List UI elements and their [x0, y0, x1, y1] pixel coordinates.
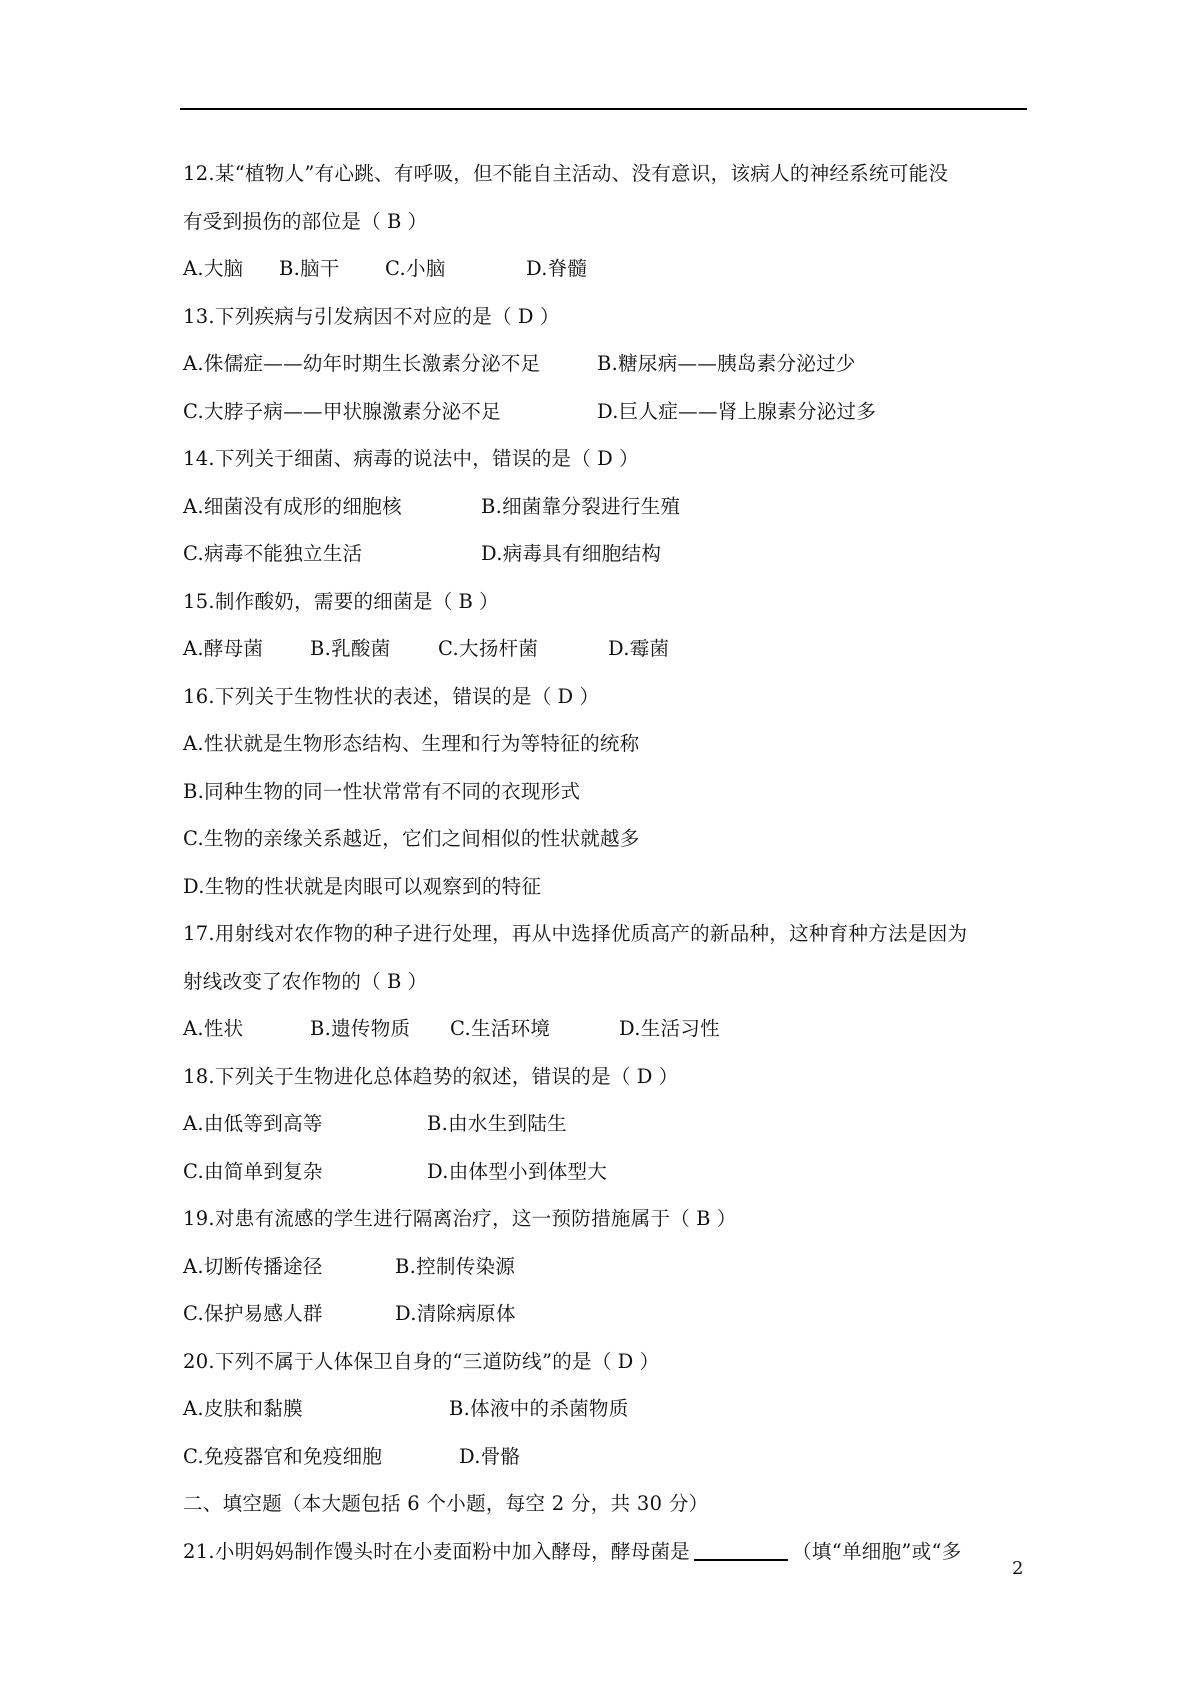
question-14-option-d: D.病毒具有细胞结构 — [481, 542, 662, 565]
question-17-option-c: C.生活环境 — [450, 1017, 551, 1040]
question-12-stem-line-2 — [183, 198, 1033, 246]
question-18-options-row-2 — [183, 1148, 1033, 1196]
section-2-heading: 二、填空题（本大题包括 6 个小题，每空 2 分，共 30 分） — [183, 1492, 709, 1515]
question-13-options-row-1 — [183, 340, 1033, 388]
question-19-answer: B — [696, 1207, 711, 1230]
question-18-option-a: A.由低等到高等 — [183, 1112, 323, 1135]
question-21-blank — [694, 1537, 788, 1561]
question-19-option-a: A.切断传播途径 — [183, 1254, 323, 1278]
question-14-stem — [183, 435, 1033, 483]
question-14-close: ） — [619, 447, 639, 470]
question-14-stem-text: 14.下列关于细菌、病毒的说法中，错误的是（ — [183, 447, 592, 470]
question-20-options-row-2 — [183, 1433, 1033, 1481]
question-19-stem-text: 19.对患有流感的学生进行隔离治疗，这一预防措施属于（ — [183, 1207, 691, 1230]
question-15-option-a: A.酵母菌 — [183, 637, 264, 660]
question-17-stem-line-2 — [183, 958, 1033, 1006]
question-17-option-a: A.性状 — [183, 1017, 244, 1040]
question-15-option-b: B.乳酸菌 — [310, 637, 391, 660]
question-13-option-d: D.巨人症——肾上腺素分泌过多 — [597, 399, 877, 423]
question-19-option-b: B.控制传染源 — [395, 1254, 516, 1278]
question-list — [183, 150, 1033, 1575]
question-14-option-a: A.细菌没有成形的细胞核 — [183, 494, 402, 518]
question-18-option-d: D.由体型小到体型大 — [427, 1159, 608, 1183]
question-16-answer: D — [557, 684, 574, 708]
question-17-close: ） — [407, 969, 428, 993]
question-17-answer: B — [387, 969, 402, 993]
header-rule — [180, 108, 1027, 110]
question-14-answer: D — [597, 447, 614, 470]
question-18-stem — [183, 1053, 1033, 1101]
question-18-option-b: B.由水生到陆生 — [427, 1112, 567, 1135]
question-13-stem-text: 13.下列疾病与引发病因不对应的是（ — [183, 304, 512, 328]
question-21-stem — [183, 1528, 1033, 1576]
question-17-stem-tail: 射线改变了农作物的（ — [183, 969, 382, 993]
question-14-option-b: B.细菌靠分裂进行生殖 — [481, 494, 681, 518]
question-20-option-c: C.免疫器官和免疫细胞 — [183, 1444, 383, 1468]
question-18-stem-text: 18.下列关于生物进化总体趋势的叙述，错误的是（ — [183, 1064, 631, 1088]
question-12-options — [183, 245, 1033, 293]
question-21-after-blank: （填“单细胞”或“多 — [792, 1539, 962, 1563]
question-16-option-d: D.生物的性状就是肉眼可以观察到的特征 — [183, 874, 542, 898]
question-15-options — [183, 625, 1033, 673]
question-12-answer: B — [387, 209, 402, 233]
question-20-close: ） — [639, 1349, 660, 1373]
question-16-stem-text: 16.下列关于生物性状的表述，错误的是（ — [183, 684, 552, 708]
question-13-stem — [183, 293, 1033, 341]
question-20-stem — [183, 1338, 1033, 1386]
question-13-option-c: C.大脖子病——甲状腺激素分泌不足 — [183, 399, 502, 423]
question-15-option-c: C.大扬杆菌 — [438, 637, 539, 660]
question-18-answer: D — [636, 1064, 653, 1088]
question-16-close: ） — [579, 684, 600, 708]
question-14-option-c: C.病毒不能独立生活 — [183, 542, 363, 565]
question-20-option-b: B.体液中的杀菌物质 — [449, 1397, 629, 1420]
question-19-stem — [183, 1195, 1033, 1243]
question-15-stem-text: 15.制作酸奶，需要的细菌是（ — [183, 589, 453, 613]
question-15-option-d: D.霉菌 — [608, 637, 670, 660]
question-13-option-b: B.糖尿病——胰岛素分泌过少 — [597, 352, 856, 375]
question-15-answer: B — [458, 589, 474, 613]
question-13-option-a: A.侏儒症——幼年时期生长激素分泌不足 — [183, 352, 541, 375]
question-19-option-c: C.保护易感人群 — [183, 1302, 323, 1325]
question-12-option-c: C.小脑 — [385, 257, 446, 280]
question-14-options-row-1 — [183, 483, 1033, 531]
question-12-option-d: D.脊髓 — [526, 257, 588, 280]
question-16-option-a: A.性状就是生物形态结构、生理和行为等特征的统称 — [183, 732, 640, 755]
question-13-close: ） — [539, 304, 560, 328]
question-12-close: ） — [407, 209, 428, 233]
question-18-close: ） — [658, 1064, 679, 1088]
question-18-options-row-1 — [183, 1100, 1033, 1148]
question-15-stem — [183, 578, 1033, 626]
question-16-option-b: B.同种生物的同一性状常常有不同的衣现形式 — [183, 779, 581, 803]
question-19-close: ） — [716, 1207, 737, 1230]
question-17-stem-line-1: 17.用射线对农作物的种子进行处理，再从中选择优质高产的新品种，这种育种方法是因为 — [183, 922, 968, 945]
question-16-option-c: C.生物的亲缘关系越近，它们之间相似的性状就越多 — [183, 827, 640, 850]
question-12-option-a: A.大脑 — [183, 257, 244, 280]
question-17-options — [183, 1005, 1033, 1053]
question-16-stem — [183, 673, 1033, 721]
question-12-stem-tail: 有受到损伤的部位是（ — [183, 209, 382, 233]
question-13-answer: D — [517, 304, 534, 328]
question-13-options-row-2 — [183, 388, 1033, 436]
question-12-stem-line-1: 12.某“植物人”有心跳、有呼吸，但不能自主活动、没有意识，该病人的神经系统可能没 — [183, 162, 949, 185]
question-20-answer: D — [617, 1349, 634, 1373]
question-19-options-row-2 — [183, 1290, 1033, 1338]
question-21-before-blank: 21.小明妈妈制作馒头时在小麦面粉中加入酵母，酵母菌是 — [183, 1539, 691, 1563]
question-20-option-d: D.骨骼 — [459, 1444, 521, 1468]
question-20-stem-text: 20.下列不属于人体保卫自身的“三道防线”的是（ — [183, 1349, 612, 1373]
question-12-option-b: B.脑干 — [279, 257, 340, 280]
question-20-option-a: A.皮肤和黏膜 — [183, 1397, 303, 1420]
question-17-option-b: B.遗传物质 — [310, 1017, 411, 1040]
question-20-options-row-1 — [183, 1385, 1033, 1433]
question-17-option-d: D.生活习性 — [619, 1017, 720, 1040]
question-18-option-c: C.由简单到复杂 — [183, 1159, 323, 1183]
question-19-options-row-1 — [183, 1243, 1033, 1291]
question-15-close: ） — [479, 589, 499, 613]
page-number: 2 — [1012, 1558, 1024, 1579]
question-14-options-row-2 — [183, 530, 1033, 578]
question-19-option-d: D.清除病原体 — [395, 1302, 516, 1325]
